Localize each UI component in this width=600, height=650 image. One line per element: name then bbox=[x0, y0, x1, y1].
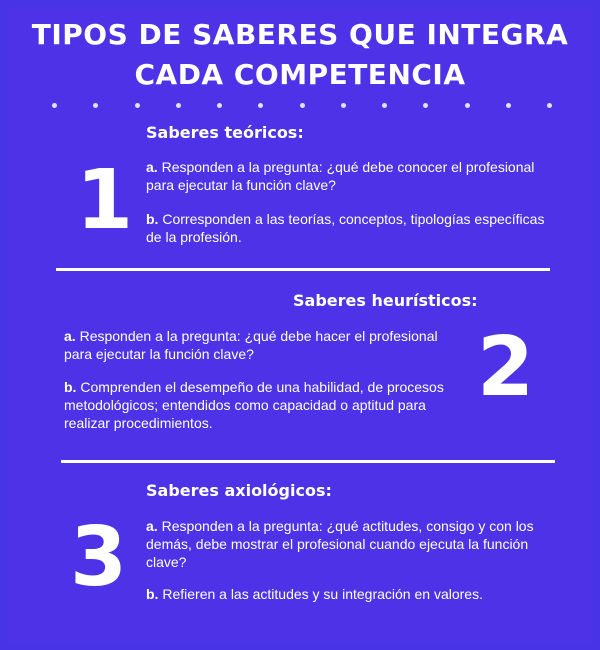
section-divider-2 bbox=[61, 460, 555, 463]
section-1-heading: Saberes teóricos: bbox=[146, 123, 304, 142]
item-marker: b. bbox=[64, 379, 77, 395]
dot-divider bbox=[52, 103, 552, 111]
item-text: Comprenden el desempeño de una habilidad, de procesos bbox=[80, 379, 444, 395]
divider-dot bbox=[258, 103, 263, 108]
item-marker: a. bbox=[146, 518, 158, 534]
divider-dot bbox=[176, 103, 181, 108]
section-divider-1 bbox=[56, 268, 550, 271]
divider-dot bbox=[547, 103, 552, 108]
section-1-number: 1 bbox=[76, 153, 134, 248]
divider-dot bbox=[300, 103, 305, 108]
item-text: Responden a la pregunta: ¿qué debe hacer el profesional bbox=[79, 328, 438, 344]
section-3-number: 3 bbox=[70, 510, 128, 605]
item-text-cont: para ejecutar la función clave? bbox=[64, 346, 254, 362]
divider-dot bbox=[465, 103, 470, 108]
item-text: Corresponden a las teorías, conceptos, tipologías específicas bbox=[162, 211, 545, 227]
divider-dot bbox=[52, 103, 57, 108]
item-marker: a. bbox=[64, 328, 76, 344]
title-line-1: TIPOS DE SABERES QUE INTEGRA bbox=[31, 18, 569, 51]
item-text-cont: clave? bbox=[146, 554, 187, 570]
divider-dot bbox=[341, 103, 346, 108]
divider-dot bbox=[382, 103, 387, 108]
title-line-2: CADA COMPETENCIA bbox=[134, 58, 466, 91]
item-marker: b. bbox=[146, 586, 159, 602]
section-3-item-a bbox=[146, 517, 534, 571]
item-text-cont: realizar procedimientos. bbox=[64, 415, 213, 431]
item-text: Responden a la pregunta: ¿qué debe conocer el profesional bbox=[161, 159, 535, 175]
divider-dot bbox=[506, 103, 511, 108]
divider-dot bbox=[93, 103, 98, 108]
divider-dot bbox=[135, 103, 140, 108]
divider-dot bbox=[423, 103, 428, 108]
item-marker: a. bbox=[146, 159, 158, 175]
item-text-cont: para ejecutar la función clave? bbox=[146, 177, 336, 193]
item-text-cont: metodológicos; entendidos como capacidad o aptitud para bbox=[64, 397, 426, 413]
page-title bbox=[0, 15, 600, 95]
section-3-item-b bbox=[146, 585, 483, 603]
section-2-item-a bbox=[64, 327, 438, 363]
section-1-item-b bbox=[146, 210, 544, 246]
item-text-cont: de la profesión. bbox=[146, 229, 242, 245]
item-text-cont: demás, debe mostrar el profesional cuando ejecuta la función bbox=[146, 536, 529, 552]
divider-dot bbox=[217, 103, 222, 108]
item-marker: b. bbox=[146, 211, 159, 227]
item-text: Refieren a las actitudes y su integración en valores. bbox=[162, 586, 483, 602]
section-3-heading: Saberes axiológicos: bbox=[146, 481, 332, 500]
item-text: Responden a la pregunta: ¿qué actitudes, consigo y con los bbox=[161, 518, 534, 534]
section-2-heading: Saberes heurísticos: bbox=[293, 291, 478, 310]
section-2-item-b bbox=[64, 378, 444, 432]
section-2-number: 2 bbox=[477, 320, 535, 415]
section-1-item-a bbox=[146, 158, 534, 194]
